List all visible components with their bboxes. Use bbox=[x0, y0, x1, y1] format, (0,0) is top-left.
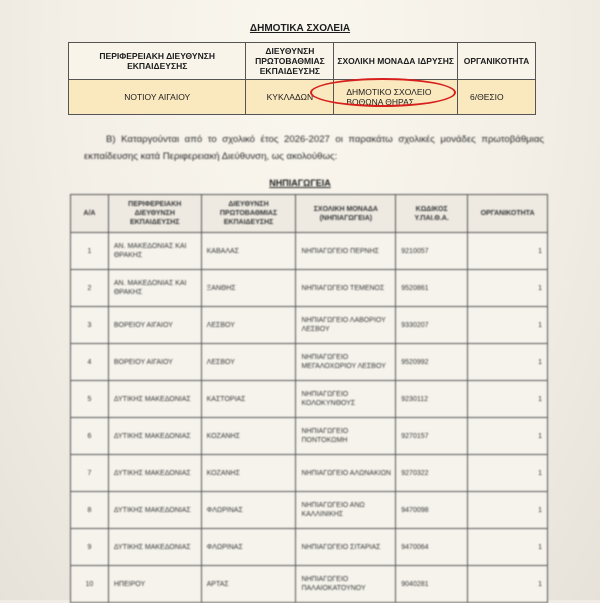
cell-primary-directorate: ΞΑΝΘΗΣ bbox=[201, 270, 296, 307]
cell-code: 9470098 bbox=[396, 492, 468, 529]
table-row bbox=[71, 455, 548, 492]
cell-code: 9520861 bbox=[396, 270, 468, 307]
cell-index: 5 bbox=[71, 381, 109, 418]
header-regional-directorate: ΠΕΡΙΦΕΡΕΙΑΚΗ ΔΙΕΥΘΥΝΣΗ ΕΚΠΑΙΔΕΥΣΗΣ bbox=[108, 195, 201, 233]
table-row bbox=[71, 418, 548, 455]
cell-organic-capacity: 1 bbox=[468, 307, 548, 344]
cell-school-unit: ΝΗΠΙΑΓΩΓΕΙΟ ΜΕΓΑΛΟΧΩΡΙΟΥ ΛΕΣΒΟΥ bbox=[296, 344, 396, 381]
table-row bbox=[71, 492, 548, 529]
abolition-paragraph: Β) Καταργούνται από το σχολικό έτος 2026-2027 οι παρακάτω σχολικές μονάδες πρωτοβάθμιας εκπαίδευσης κατά Περιφερειακή Διεύθυνση, ως ακολούθως: bbox=[84, 134, 544, 162]
cell-primary-directorate: ΚΑΒΑΛΑΣ bbox=[201, 233, 296, 270]
cell-regional-directorate: ΗΠΕΙΡΟΥ bbox=[108, 566, 201, 603]
cell-code: 9270157 bbox=[396, 418, 468, 455]
cell-organic-capacity: 6/ΘΕΣΙΟ bbox=[458, 80, 536, 115]
red-circle-annotation bbox=[310, 78, 456, 107]
cell-code: 9040281 bbox=[396, 566, 468, 603]
cell-code: 9470064 bbox=[396, 529, 468, 566]
table-row bbox=[71, 307, 548, 344]
cell-organic-capacity: 1 bbox=[468, 566, 548, 603]
cell-regional-directorate: ΔΥΤΙΚΗΣ ΜΑΚΕΔΟΝΙΑΣ bbox=[108, 381, 201, 418]
header-school-unit: ΣΧΟΛΙΚΗ ΜΟΝΑΔΑ (ΝΗΠΙΑΓΩΓΕΙΑ) bbox=[296, 195, 396, 233]
header-index: Α/Α bbox=[71, 195, 109, 233]
table-row bbox=[71, 529, 548, 566]
cell-code: 9520992 bbox=[396, 344, 468, 381]
cell-index: 4 bbox=[71, 344, 109, 381]
cell-index: 2 bbox=[71, 270, 109, 307]
header-code: ΚΩΔΙΚΟΣ Υ.ΠΑΙ.Θ.Α. bbox=[396, 195, 468, 233]
cell-code: 9330207 bbox=[396, 307, 468, 344]
cell-code: 9210057 bbox=[396, 233, 468, 270]
table-row bbox=[71, 566, 548, 603]
table-row bbox=[71, 233, 548, 270]
cell-regional-directorate: ΔΥΤΙΚΗΣ ΜΑΚΕΔΟΝΙΑΣ bbox=[108, 418, 201, 455]
table-row bbox=[71, 381, 548, 418]
cell-index: 10 bbox=[71, 566, 109, 603]
section-title-kindergartens: ΝΗΠΙΑΓΩΓΕΙΑ bbox=[269, 178, 331, 188]
cell-regional-directorate: ΒΟΡΕΙΟΥ ΑΙΓΑΙΟΥ bbox=[108, 344, 201, 381]
kindergartens-table bbox=[70, 194, 548, 603]
cell-regional-directorate: ΑΝ. ΜΑΚΕΔΟΝΙΑΣ ΚΑΙ ΘΡΑΚΗΣ bbox=[108, 233, 201, 270]
header-school-unit: ΣΧΟΛΙΚΗ ΜΟΝΑΔΑ ΙΔΡΥΣΗΣ bbox=[334, 43, 458, 80]
cell-organic-capacity: 1 bbox=[468, 455, 548, 492]
cell-organic-capacity: 1 bbox=[468, 233, 548, 270]
header-regional-directorate: ΠΕΡΙΦΕΡΕΙΑΚΗ ΔΙΕΥΘΥΝΣΗ ΕΚΠΑΙΔΕΥΣΗΣ bbox=[69, 43, 246, 80]
cell-school-unit: ΝΗΠΙΑΓΩΓΕΙΟ ΤΕΜΕΝΟΣ bbox=[296, 270, 396, 307]
cell-school-unit: ΝΗΠΙΑΓΩΓΕΙΟ ΛΑΒΟΡΙΟΥ ΛΕΣΒΟΥ bbox=[296, 307, 396, 344]
cell-primary-directorate: ΛΕΣΒΟΥ bbox=[201, 344, 296, 381]
cell-organic-capacity: 1 bbox=[468, 418, 548, 455]
cell-school-unit: ΝΗΠΙΑΓΩΓΕΙΟ ΣΙΤΑΡΙΑΣ bbox=[296, 529, 396, 566]
cell-regional-directorate: ΔΥΤΙΚΗΣ ΜΑΚΕΔΟΝΙΑΣ bbox=[108, 492, 201, 529]
cell-school-unit: ΝΗΠΙΑΓΩΓΕΙΟ ΠΟΝΤΟΚΩΜΗ bbox=[296, 418, 396, 455]
cell-regional-directorate: ΑΝ. ΜΑΚΕΔΟΝΙΑΣ ΚΑΙ ΘΡΑΚΗΣ bbox=[108, 270, 201, 307]
cell-school-unit: ΝΗΠΙΑΓΩΓΕΙΟ ΠΕΡΝΗΣ bbox=[296, 233, 396, 270]
cell-regional-directorate: ΔΥΤΙΚΗΣ ΜΑΚΕΔΟΝΙΑΣ bbox=[108, 455, 201, 492]
table-header-row bbox=[71, 195, 548, 233]
cell-organic-capacity: 1 bbox=[468, 529, 548, 566]
cell-organic-capacity: 1 bbox=[468, 344, 548, 381]
section-title-primary-schools: ΔΗΜΟΤΙΚΑ ΣΧΟΛΕΙΑ bbox=[249, 23, 351, 34]
cell-index: 9 bbox=[71, 529, 109, 566]
header-primary-directorate: ΔΙΕΥΘΥΝΣΗ ΠΡΩΤΟΒΑΘΜΙΑΣ ΕΚΠΑΙΔΕΥΣΗΣ bbox=[201, 195, 296, 233]
cell-index: 6 bbox=[71, 418, 109, 455]
table-row bbox=[71, 344, 548, 381]
cell-regional-directorate: ΒΟΡΕΙΟΥ ΑΙΓΑΙΟΥ bbox=[108, 307, 201, 344]
primary-schools-table bbox=[68, 42, 536, 115]
table-row bbox=[71, 270, 548, 307]
cell-school-unit: ΝΗΠΙΑΓΩΓΕΙΟ ΑΝΩ ΚΑΛΛΙΝΙΚΗΣ bbox=[296, 492, 396, 529]
cell-primary-directorate: ΚΟΖΑΝΗΣ bbox=[201, 455, 296, 492]
cell-primary-directorate: ΑΡΤΑΣ bbox=[201, 566, 296, 603]
cell-organic-capacity: 1 bbox=[468, 492, 548, 529]
cell-regional-directorate: ΔΥΤΙΚΗΣ ΜΑΚΕΔΟΝΙΑΣ bbox=[108, 529, 201, 566]
cell-index: 8 bbox=[71, 492, 109, 529]
cell-regional-directorate: ΝΟΤΙΟΥ ΑΙΓΑΙΟΥ bbox=[69, 80, 246, 115]
cell-index: 3 bbox=[71, 307, 109, 344]
cell-primary-directorate: ΦΛΩΡΙΝΑΣ bbox=[201, 492, 296, 529]
cell-primary-directorate: ΚΥΚΛΑΔΩΝ bbox=[246, 80, 334, 115]
header-primary-directorate: ΔΙΕΥΘΥΝΣΗ ΠΡΩΤΟΒΑΘΜΙΑΣ ΕΚΠΑΙΔΕΥΣΗΣ bbox=[246, 43, 334, 80]
table-row bbox=[69, 80, 536, 115]
cell-primary-directorate: ΦΛΩΡΙΝΑΣ bbox=[201, 529, 296, 566]
header-organic-capacity: ΟΡΓΑΝΙΚΟΤΗΤΑ bbox=[468, 195, 548, 233]
cell-school-unit: ΝΗΠΙΑΓΩΓΕΙΟ ΑΛΩΝΑΚΙΩΝ bbox=[296, 455, 396, 492]
cell-code: 9270322 bbox=[396, 455, 468, 492]
cell-organic-capacity: 1 bbox=[468, 381, 548, 418]
cell-organic-capacity: 1 bbox=[468, 270, 548, 307]
cell-school-unit: ΝΗΠΙΑΓΩΓΕΙΟ ΠΑΛΑΙΟΚΑΤΟΥΝΟΥ bbox=[296, 566, 396, 603]
header-organic-capacity: ΟΡΓΑΝΙΚΟΤΗΤΑ bbox=[458, 43, 536, 80]
cell-index: 7 bbox=[71, 455, 109, 492]
cell-school-unit: ΝΗΠΙΑΓΩΓΕΙΟ ΚΟΛΟΚΥΝΘΟΥΣ bbox=[296, 381, 396, 418]
table-header-row bbox=[69, 43, 536, 80]
cell-code: 9230112 bbox=[396, 381, 468, 418]
cell-primary-directorate: ΚΟΖΑΝΗΣ bbox=[201, 418, 296, 455]
cell-primary-directorate: ΚΑΣΤΟΡΙΑΣ bbox=[201, 381, 296, 418]
cell-school-unit: ΔΗΜΟΤΙΚΟ ΣΧΟΛΕΙΟ ΒΟΘΩΝΑ ΘΗΡΑΣ bbox=[334, 80, 458, 115]
cell-index: 1 bbox=[71, 233, 109, 270]
cell-primary-directorate: ΛΕΣΒΟΥ bbox=[201, 307, 296, 344]
